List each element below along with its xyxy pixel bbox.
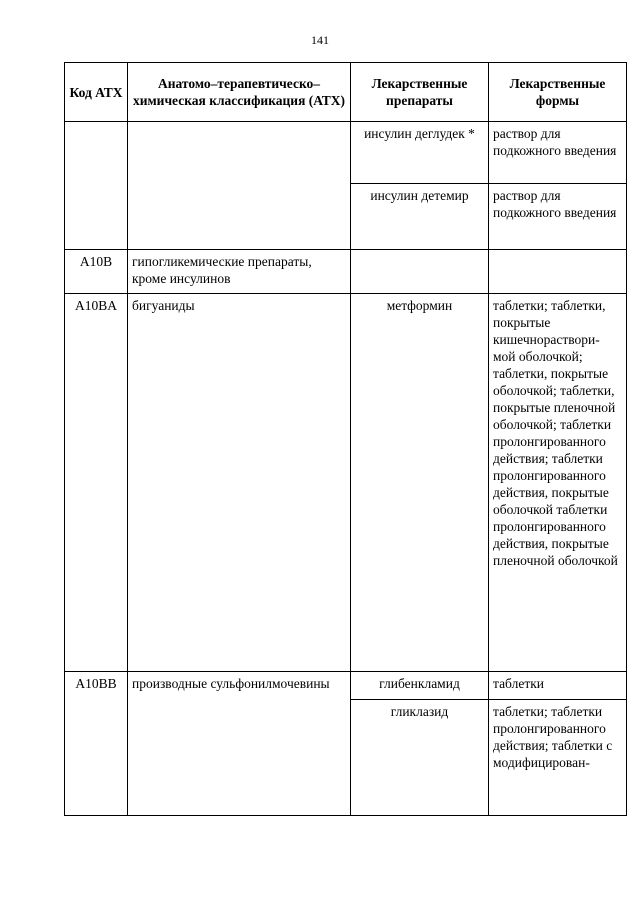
cell-drug: гликлазид — [351, 700, 489, 816]
cell-code — [65, 122, 128, 250]
header-classification: Анатомо–терапевтическо–химическая классификация (АТХ) — [128, 63, 351, 122]
header-code: Код АТХ — [65, 63, 128, 122]
header-drugs: Лекарственные препараты — [351, 63, 489, 122]
header-forms: Лекарственные формы — [489, 63, 627, 122]
cell-form — [489, 250, 627, 294]
table-row — [65, 250, 627, 294]
table-row — [65, 672, 627, 700]
atc-drug-table — [64, 62, 627, 816]
cell-classification: гипогликемические препараты, кроме инсулинов — [128, 250, 351, 294]
cell-form: раствор для подкожного введения — [489, 122, 627, 184]
cell-code: A10B — [65, 250, 128, 294]
cell-drug: инсулин детемир — [351, 184, 489, 250]
cell-form: таблетки; таблетки пролонгированного действия; таблетки с модифицирован- — [489, 700, 627, 816]
cell-form: раствор для подкожного введения — [489, 184, 627, 250]
table-row — [65, 122, 627, 184]
cell-drug: метформин — [351, 294, 489, 672]
table-row — [65, 294, 627, 672]
cell-classification — [128, 122, 351, 250]
cell-classification: бигуаниды — [128, 294, 351, 672]
cell-drug: инсулин деглудек * — [351, 122, 489, 184]
cell-code: A10BB — [65, 672, 128, 816]
cell-form: таблетки — [489, 672, 627, 700]
table-header-row — [65, 63, 627, 122]
cell-drug: глибенкламид — [351, 672, 489, 700]
cell-drug — [351, 250, 489, 294]
page-number: 141 — [311, 33, 329, 47]
cell-code: A10BA — [65, 294, 128, 672]
cell-form: таблетки; таблетки, покрытые кишечнораствори-мой оболочкой; таблетки, покрытые оболочкой; таблетки, покрытые пленочной оболочкой; таблетки пролонгированного действия; таблетки пролонгированного действия, покрытые оболочкой таблетки пролонгированного действия, покрытые пленочной оболочкой — [489, 294, 627, 672]
cell-classification: производные сульфонилмочевины — [128, 672, 351, 816]
